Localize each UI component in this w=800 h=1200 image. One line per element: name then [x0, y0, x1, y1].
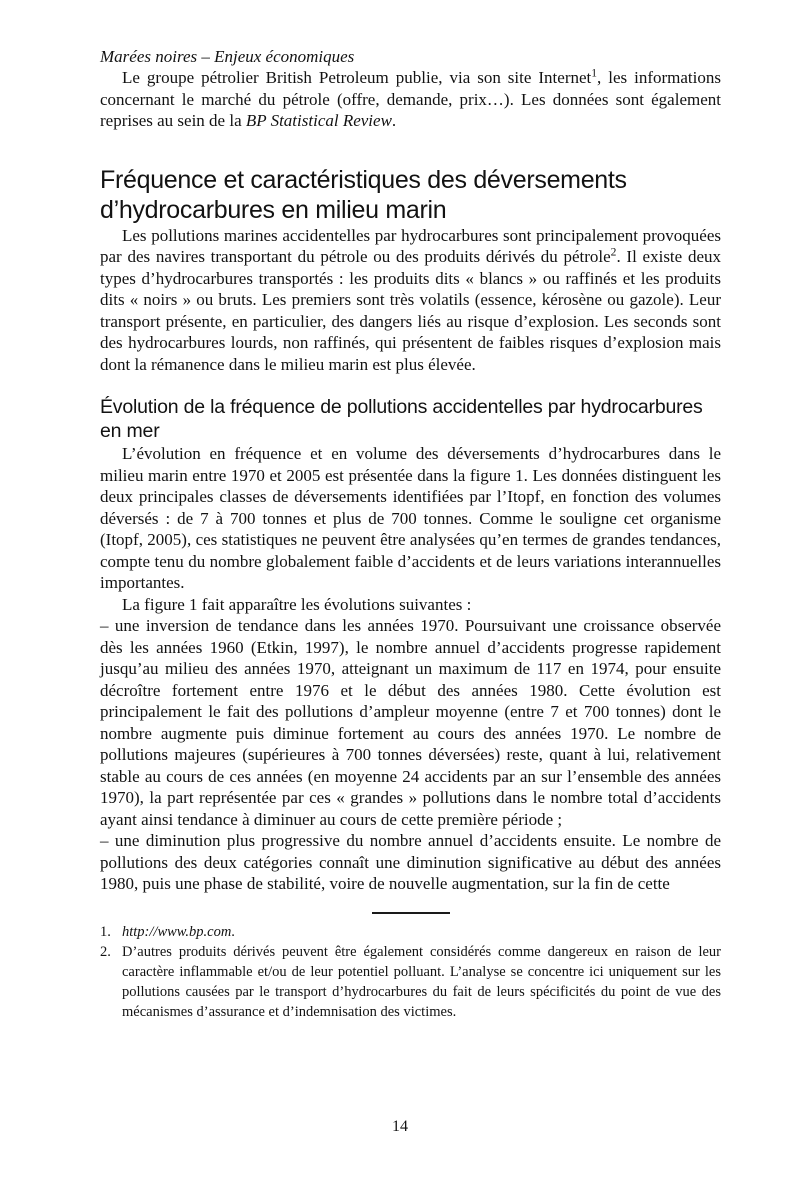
subsection-heading: Évolution de la fréquence de pollutions accidentelles par hydrocarbures en mer	[100, 396, 703, 442]
footnote-1	[100, 922, 721, 942]
bullet-item-trend-inversion: – une inversion de tendance dans les années 1970. Poursuivant une croissance observée dès les années 1960 (Etkin, 1997), le nombre annuel d’accidents progresse rapidement jusqu’au milieu des années 1970, atteignant un maximum de 117 en 1974, pour ensuite décroître fortement entre 1976 et le début des années 1980. Cette évolution est principalement le fait des pollutions d’ampleur moyenne (entre 7 et 700 tonnes) dont le nombre augmente puis diminue fortement au cours des années 1970. Le nombre de pollutions majeures (supérieures à 700 tonnes déversées) reste, quant à lui, relativement stable au cours de ces années (en moyenne 24 accidents par an sur l’ensemble des années 1970), la part représentée par ces « grandes » pollutions dans le nombre total d’accidents ayant ainsi tendance à diminuer au cours de cette première période ;	[100, 616, 721, 829]
paragraph-evolution: L’évolution en fréquence et en volume des déversements d’hydrocarbures dans le milieu marin entre 1970 et 2005 est présentée dans la figure 1. Les données distinguent les deux principales classes de déversements identifiées par l’Itopf, en fonction des volumes déversés : de 7 à 700 tonnes et plus de 700 tonnes. Comme le souligne cet organisme (Itopf, 2005), ces statistiques ne peuvent être analysées qu’en termes de grandes tendances, compte tenu du nombre globalement faible d’accidents et de leurs variations interannuelles importantes.	[100, 444, 721, 592]
page-number: 14	[392, 1118, 408, 1135]
footnote-number: 2.	[100, 943, 111, 960]
footnote-text: D’autres produits dérivés peuvent être également considérés comme dangereux en raison de leur caractère inflammable et/ou de leur potentiel polluant. L’analyse se concentre ici uniquement sur les pollutions causées par le transport d’hydrocarbures du fait de leurs spécificités du point de vue des mécanismes d’assurance et d’indemnisation des victimes.	[122, 943, 721, 1020]
footnotes-block	[100, 922, 721, 1022]
footnote-text: http://www.bp.com.	[122, 923, 235, 940]
footnote-divider	[372, 912, 450, 914]
paragraph-intro: Le groupe pétrolier British Petroleum publie, via son site Internet$^1$, les informations concernant le marché du pétrole (offre, demande, prix…). Les données sont également reprises au sein de la BP Statistical Review.	[100, 66, 721, 130]
paragraph-figure-lead: La figure 1 fait apparaître les évolutions suivantes :	[122, 594, 472, 614]
running-head: Marées noires – Enjeux économiques	[100, 47, 355, 66]
page-content	[100, 0, 721, 1022]
paragraph-pollution-types: Les pollutions marines accidentelles par hydrocarbures sont principalement provoquées par des navires transportant du pétrole ou des produits dérivés du pétrole$^2$. Il existe deux types d’hydrocarbures transportés : les produits dits « blancs » ou raffinés et les produits dits « noirs » ou bruts. Les premiers sont très volatils (essence, kérosène ou gazole). Leur transport présente, en particulier, des dangers liés au risque d’explosion. Les seconds sont des hydrocarbures lourds, non raffinés, qui présentent de faibles risques d’explosion mais dont la rémanence dans le milieu marin est plus élevée.	[100, 225, 721, 374]
footnote-2	[100, 942, 721, 1022]
footnote-number: 1.	[100, 923, 111, 940]
bullet-item-progressive-decline: – une diminution plus progressive du nombre annuel d’accidents ensuite. Le nombre de pollutions des deux catégories connaît une diminution significative au début des années 1980, puis une phase de stabilité, voire de nouvelle augmentation, sur la fin de cette	[100, 831, 721, 893]
section-heading: Fréquence et caractéristiques des déversements d’hydrocarbures en milieu marin	[100, 165, 627, 224]
